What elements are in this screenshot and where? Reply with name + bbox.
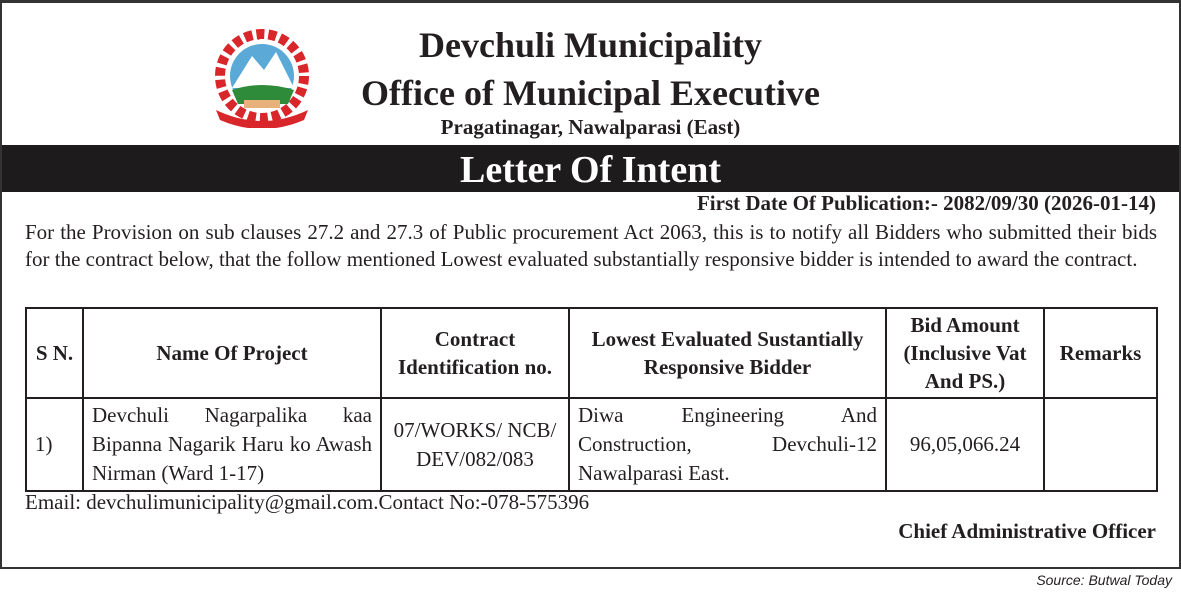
col-sn: S N. [26,308,83,398]
contact-info: Email: devchulimunicipality@gmail.com.Contact No:-078-575396 [25,490,590,514]
publication-date: First Date Of Publication:- 2082/09/30 (2026-01-14) [696,191,1156,215]
office-address: Pragatinagar, Nawalparasi (East) [440,115,741,139]
table-row [26,398,1157,491]
source-credit: Source: Butwal Today [1036,572,1172,588]
table-header-row [26,308,1157,398]
office-name: Office of Municipal Executive [361,73,820,113]
municipality-name: Devchuli Municipality [418,25,763,65]
col-project: Name Of Project [83,308,381,398]
cell-remarks [1044,398,1157,491]
col-contract-id: Contract Identification no. [381,308,569,398]
cell-sn: 1) [26,398,83,491]
signatory: Chief Administrative Officer [898,519,1156,543]
award-table [25,307,1158,492]
col-remarks: Remarks [1044,308,1157,398]
notice-title: Letter Of Intent [2,145,1179,192]
col-bidder: Lowest Evaluated Sustantially Responsive Bidder [569,308,886,398]
cell-project: Devchuli Nagarpalika kaa Bipanna Nagarik Haru ko Awash Nirman (Ward 1-17) [83,398,381,491]
notice-paragraph: For the Provision on sub clauses 27.2 and 27.3 of Public procurement Act 2063, this is to notify all Bidders who submitted their bids for the contract below, that the follow mentioned Lowest evaluated substantially responsive bidder is intended to award the contract. [25,220,1157,271]
cell-bid-amount: 96,05,066.24 [886,398,1044,491]
col-bid-amount: Bid Amount (Inclusive Vat And PS.) [886,308,1044,398]
cell-bidder: Diwa Engineering And Construction, Devchuli-12 Nawalparasi East. [569,398,886,491]
cell-contract-id: 07/WORKS/ NCB/ DEV/082/083 [381,398,569,491]
